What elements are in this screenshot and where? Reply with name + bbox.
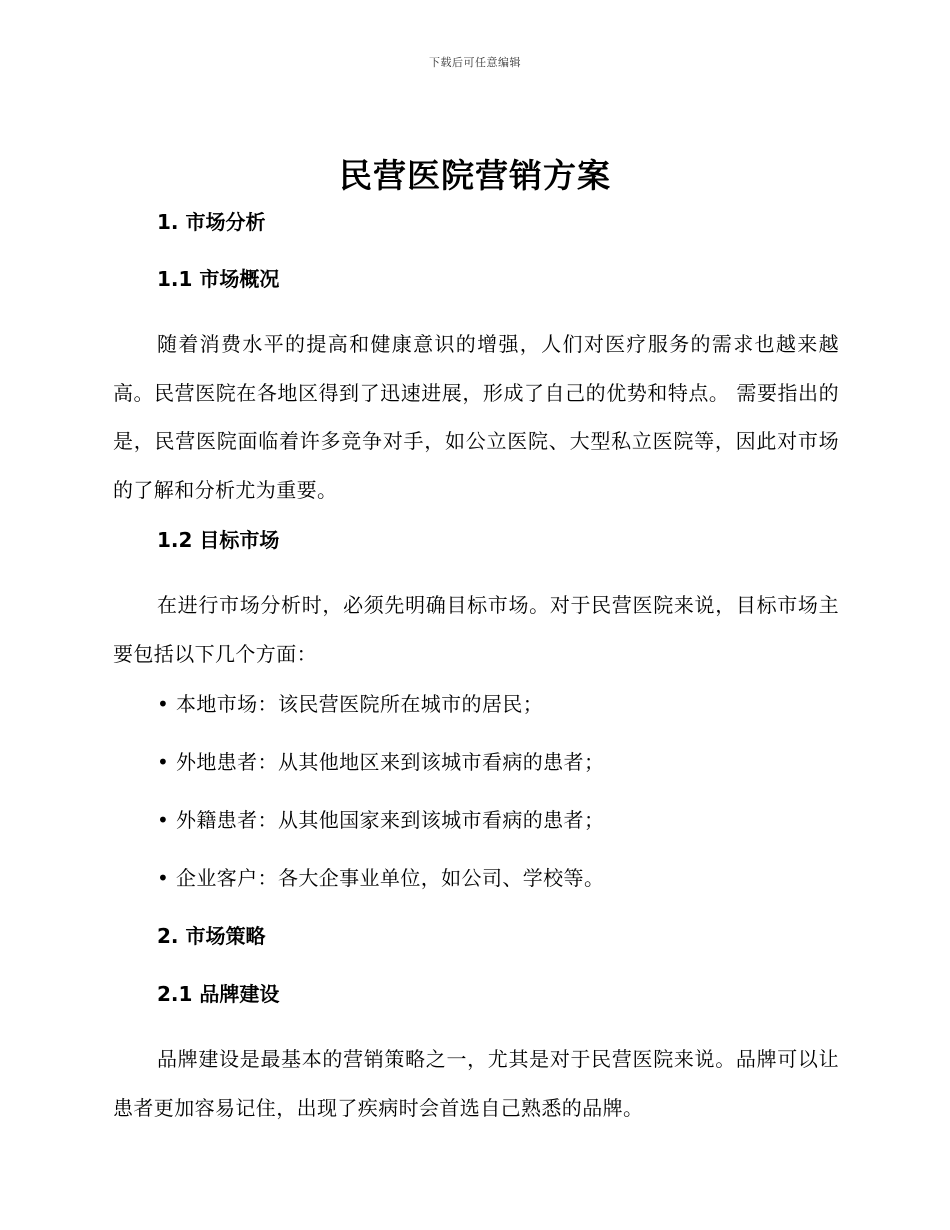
- subsection-heading-brand-building: 2.1 品牌建设: [157, 982, 280, 1006]
- target-market-list: [113, 687, 839, 919]
- document-body: [113, 205, 839, 1141]
- paragraph-market-overview: 随着消费水平的提高和健康意识的增强，人们对医疗服务的需求也越来越高。民营医院在各地区得到了迅速进展，形成了自己的优势和特点。 需要指出的是，民营医院面临着许多竞争对手，如公立医院、大型私立医院等，因此对市场的了解和分析尤为重要。: [113, 332, 839, 502]
- section-heading-market-strategy: 2. 市场策略: [157, 924, 266, 948]
- document-title: 民营医院营销方案: [339, 156, 611, 195]
- list-item: • 外地患者：从其他地区来到该城市看病的患者；: [157, 750, 605, 774]
- list-item: • 企业客户：各大企事业单位，如公司、学校等。: [157, 866, 605, 890]
- subsection-heading-market-overview: 1.1 市场概况: [157, 267, 280, 291]
- paragraph-target-market: 在进行市场分析时，必须先明确目标市场。对于民营医院来说，目标市场主要包括以下几个方面：: [113, 593, 839, 666]
- list-item: • 本地市场：该民营医院所在城市的居民；: [157, 692, 544, 716]
- page-header-note: 下载后可任意编辑: [429, 56, 521, 69]
- section-heading-market-analysis: 1. 市场分析: [157, 210, 266, 234]
- subsection-heading-target-market: 1.2 目标市场: [157, 528, 280, 552]
- list-item: • 外籍患者：从其他国家来到该城市看病的患者；: [157, 808, 605, 832]
- paragraph-brand-building: 品牌建设是最基本的营销策略之一，尤其是对于民营医院来说。品牌可以让患者更加容易记住，出现了疾病时会首选自己熟悉的品牌。: [113, 1047, 839, 1120]
